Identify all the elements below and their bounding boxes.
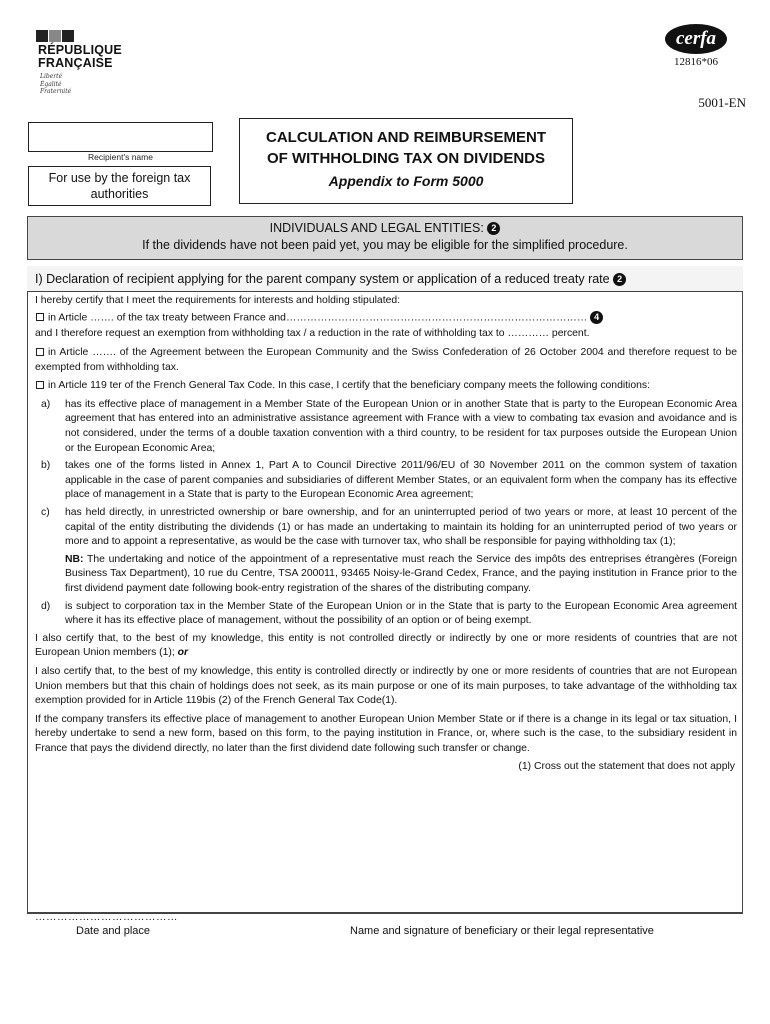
article-119ter-checkbox[interactable] (36, 381, 44, 389)
individuals-banner: INDIVIDUALS AND LEGAL ENTITIES: 2 If the dividends have not been paid yet, you may be eligible for the simplified procedure. (27, 216, 743, 260)
treaty-checkbox[interactable] (36, 313, 44, 321)
note-badge: 2 (487, 222, 500, 235)
option-treaty: in Article ……. of the tax treaty between France and…………………………………………………………………………… 4 (35, 311, 737, 326)
section-1-content (35, 294, 737, 779)
section-1-heading: I) Declaration of recipient applying for the parent company system or application of a reduced treaty rate 2 (27, 266, 743, 292)
date-place-label: Date and place (76, 925, 150, 937)
transfer-undertaking: If the company transfers its effective place of management to another European Union Member State or if there is a change in its legal or tax situation, I hereby undertake to send a new form, based on this form, to the paying institution in France, or, where such is the case, to the subsidiary resident in France that pays the dividend directly, no later than the first dividend date following such transfer or change. (35, 713, 737, 754)
option-119ter: in Article 119 ter of the French General Tax Code. In this case, I certify that the beneficiary company meets the following conditions: (35, 379, 737, 394)
form-title-line2: OF WITHHOLDING TAX ON DIVIDENDS (266, 150, 546, 167)
note-badge: 2 (613, 273, 626, 286)
condition-c: c) has held directly, in unrestricted ownership or bare ownership, and for an uninterrupted period of two years or more, at least 10 percent of the capital of the entity distributing the dividends (1) or has made an undertaking to maintain its holding for an uninterrupted period of two years or more and to appoint a representative, as would be the case with turnover tax, who shall be responsible for paying withholding tax (1); (41, 506, 737, 548)
recipient-name-field[interactable] (28, 122, 213, 152)
foreign-authorities-box: For use by the foreign tax authorities (28, 166, 211, 206)
cerfa-logo: cerfa (665, 24, 727, 54)
form-code: 5001-EN (698, 95, 746, 110)
form-title-line1: CALCULATION AND REIMBURSEMENT (266, 129, 546, 146)
certify-not-controlled[interactable]: I also certify that, to the best of my knowledge, this entity is not controlled directly or indirectly by one or more residents of countries that are not European Union members (1); or (35, 632, 737, 659)
certify-controlled[interactable]: I also certify that, to the best of my knowledge, this entity is controlled directly or indirectly by one or more residents of countries that are not European Union members but that this chain of holdings does not seek, as its main purpose or one of its main purposes, to take advantage of the withholding tax exemption provided for in Article 119bis (2) of the French General Tax Code(1). (35, 665, 737, 707)
condition-d: d) is subject to corporation tax in the Member State of the European Union or in the State that is party to the European Economic Area agreement where it has its effective place of management, without the possibility of an option or of being exempt. (41, 600, 737, 627)
form-title-box (239, 118, 573, 204)
cerfa-number: 12816*06 (674, 56, 718, 68)
intro-text: I hereby certify that I meet the requirements for interests and holding stipulated: (35, 295, 401, 306)
date-place-field[interactable]: ………………………………… (35, 911, 178, 923)
swiss-checkbox[interactable] (36, 348, 44, 356)
note-badge: 4 (590, 311, 603, 324)
nb-note: NB: The undertaking and notice of the appointment of a representative must reach the Service des impôts des entreprises étrangères (Foreign Business Tax Department), 10 rue du Centre, TSA 200011, 93465 Noisy-le-Grand Cedex, France, and the paying institution in France prior to the first dividend payment date following book-entry registration of the shares of the distributing company. (65, 553, 737, 594)
signature-label: Name and signature of beneficiary or their legal representative (350, 925, 654, 937)
form-subtitle: Appendix to Form 5000 (328, 173, 484, 189)
recipient-name-label: Recipient's name (88, 152, 153, 162)
republique-francaise-logo: RÉPUBLIQUE FRANÇAISE (38, 43, 122, 70)
condition-a: a) has its effective place of management in a Member State of the European Union or in another State that is party to the European Economic Area agreement that has entered into an administrative assistance agreement with France with a view to combating tax evasion and avoidance and is not considered, under the terms of a double taxation convention with a third country, to be resident for tax purposes outside the European Union or the European Economic Area; (41, 398, 737, 454)
footnote: (1) Cross out the statement that does not apply (518, 761, 735, 773)
marianne-logo (36, 30, 74, 42)
condition-b: b) takes one of the forms listed in Annex 1, Part A to Council Directive 2011/96/EU of 30 November 2011 on the common system of taxation applicable in the case of parent companies and subsidiaries of different Member States, or an equivalent form when the company has its effective place of management in a State that is party to the European Economic Area agreement; (41, 460, 737, 501)
option-treaty-follow: and I therefore request an exemption from withholding tax / a reduction in the rate of withholding tax to ………… percent. (35, 328, 590, 340)
motto: Liberté Égalité Fraternité (40, 73, 72, 95)
option-swiss: in Article ……. of the Agreement between the European Community and the Swiss Confederation of 26 October 2004 and therefore request to be exempted from withholding tax. (35, 347, 737, 373)
